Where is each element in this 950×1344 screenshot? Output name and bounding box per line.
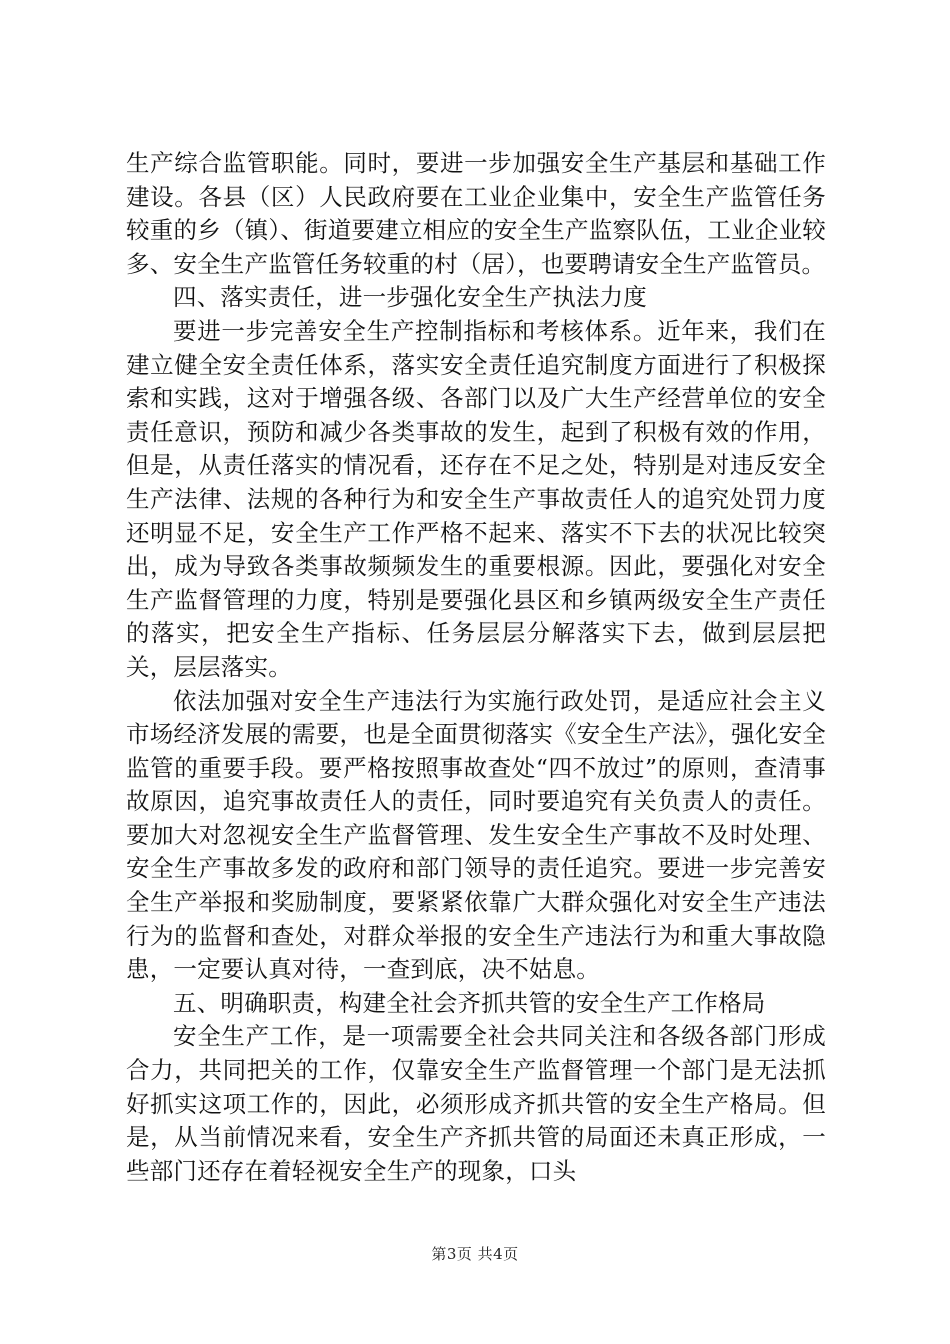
document-body	[126, 147, 826, 1188]
body-paragraph: 依法加强对安全生产违法行为实施行政处罚，是适应社会主义市场经济发展的需要，也是全面贯彻落实《安全生产法》，强化安全监管的重要手段。要严格按照事故查处“四不放过”的原则，查清事故原因，追究事故责任人的责任，同时要追究有关负责人的责任。要加大对忽视安全生产监督管理、发生安全生产事故不及时处理、安全生产事故多发的政府和部门领导的责任追究。要进一步完善安全生产举报和奖励制度，要紧紧依靠广大群众强化对安全生产违法行为的监督和查处，对群众举报的安全生产违法行为和重大事故隐患，一定要认真对待，一查到底，决不姑息。	[126, 686, 826, 984]
section-heading-4: 四、落实责任，进一步强化安全生产执法力度	[173, 283, 647, 312]
page-footer: 第3页 共4页	[431, 1245, 519, 1263]
body-paragraph: 安全生产工作，是一项需要全社会共同关注和各级各部门形成合力，共同把关的工作，仅靠安全生产监督管理一个部门是无法抓好抓实这项工作的，因此，必须形成齐抓共管的安全生产格局。但是，从当前情况来看，安全生产齐抓共管的局面还未真正形成，一些部门还存在着轻视安全生产的现象，口头	[126, 1022, 826, 1185]
continuation-paragraph: 生产综合监管职能。同时，要进一步加强安全生产基层和基础工作建设。各县（区）人民政府要在工业企业集中，安全生产监管任务较重的乡（镇）、街道要建立相应的安全生产监察队伍，工业企业较多、安全生产监管任务较重的村（居），也要聘请安全生产监管员。	[126, 149, 826, 278]
section-heading-5: 五、明确职责，构建全社会齐抓共管的安全生产工作格局	[173, 988, 766, 1017]
body-paragraph: 要进一步完善安全生产控制指标和考核体系。近年来，我们在建立健全安全责任体系，落实安全责任追究制度方面进行了积极探索和实践，这对于增强各级、各部门以及广大生产经营单位的安全责任意识，预防和减少各类事故的发生，起到了积极有效的作用，但是，从责任落实的情况看，还存在不足之处，特别是对违反安全生产法律、法规的各种行为和安全生产事故责任人的追究处罚力度还明显不足，安全生产工作严格不起来、落实不下去的状况比较突出，成为导致各类事故频频发生的重要根源。因此，要强化对安全生产监督管理的力度，特别是要强化县区和乡镇两级安全生产责任的落实，把安全生产指标、任务层层分解落实下去，做到层层把关，层层落实。	[126, 316, 826, 681]
